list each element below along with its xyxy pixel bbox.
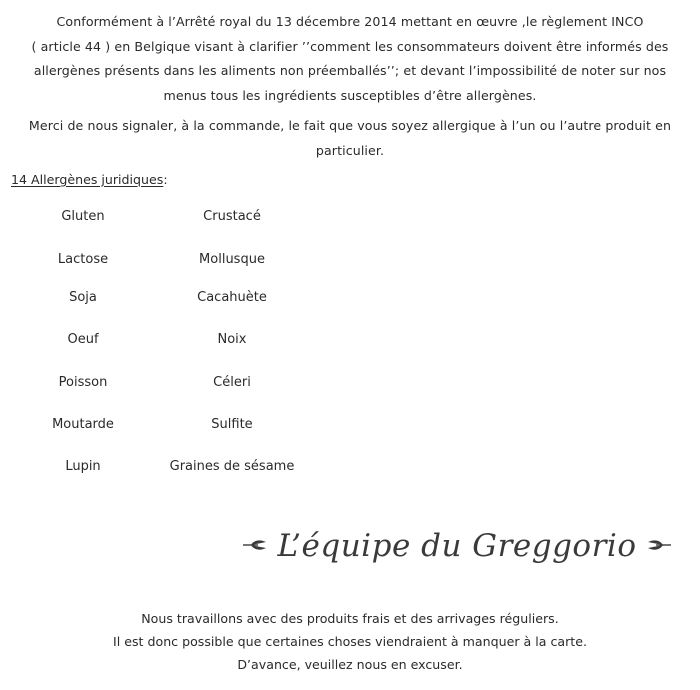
allergens-heading-text: 14 Allergènes juridiques [11, 172, 164, 187]
allergens-heading [11, 168, 168, 192]
allergen-item: Moutarde [52, 417, 114, 432]
allergy-notice-paragraph [8, 114, 692, 163]
notice-line: Merci de nous signaler, à la commande, le fait que vous soyez allergique à l’un ou l’autre produit en [28, 118, 672, 133]
footer-apology: D’avance, veuillez nous en excuser. [237, 657, 463, 672]
allergen-item: Oeuf [67, 332, 99, 347]
allergen-item: Céleri [213, 375, 251, 390]
leaf-ornament-right-icon [646, 537, 672, 556]
intro-line: allergènes présents dans les aliments non préemballés’’; et devant l’impossibilité de noter sur nos [33, 63, 667, 78]
allergen-item: Crustacé [203, 209, 261, 224]
allergen-item: Graines de sésame [169, 459, 295, 474]
allergen-item: Mollusque [199, 252, 265, 267]
intro-line: menus tous les ingrédients susceptibles d’être allergènes. [163, 87, 537, 103]
allergen-item: Poisson [58, 375, 108, 390]
footer-paragraph [0, 607, 700, 653]
leaf-ornament-left-icon [242, 537, 268, 556]
footer-line: Nous travaillons avec des produits frais et des arrivages réguliers. [141, 611, 559, 626]
legal-intro-paragraph [8, 10, 692, 108]
intro-line: Conformément à l’Arrêté royal du 13 décembre 2014 mettant en œuvre ,le règlement INCO [56, 14, 644, 29]
signature [224, 516, 690, 576]
footer-line: Il est donc possible que certaines choses viendraient à manquer à la carte. [113, 634, 587, 649]
intro-line: ( article 44 ) en Belgique visant à clarifier ’’comment les consommateurs doivent être informés des [31, 38, 669, 54]
signature-text: L’équipe du Greggorio [277, 528, 637, 564]
allergen-item: Lactose [57, 252, 109, 267]
allergen-item: Cacahuète [197, 290, 267, 305]
notice-line: particulier. [315, 142, 385, 158]
allergens-heading-colon: : [163, 172, 168, 187]
allergen-item: Soja [69, 290, 97, 305]
allergen-item: Gluten [61, 209, 105, 224]
allergen-item: Noix [217, 332, 247, 347]
allergen-item: Sulfite [211, 417, 253, 432]
allergen-item: Lupin [65, 459, 101, 474]
